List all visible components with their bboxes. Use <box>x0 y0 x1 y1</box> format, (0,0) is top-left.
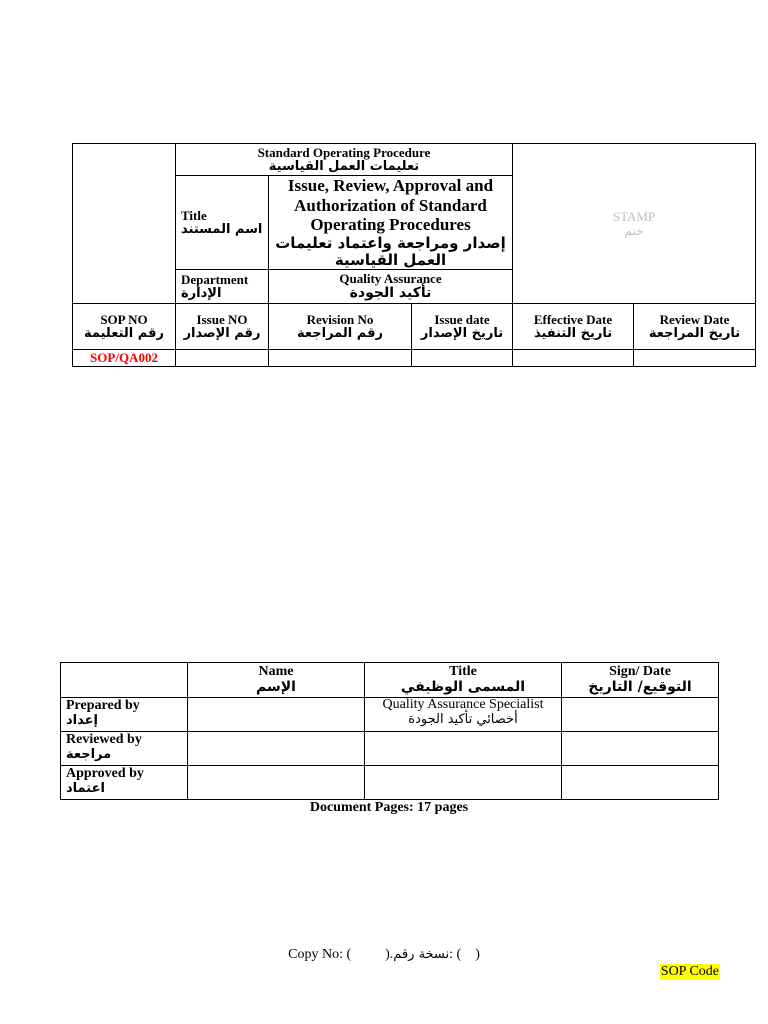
effective-date-value <box>513 350 634 367</box>
sign-header-blank <box>61 663 188 698</box>
approved-by-name <box>188 766 365 800</box>
sign-col-sign-date-ar: التوقيع/ التاريخ <box>588 679 692 695</box>
col-effective-date-ar: تاريخ التنفيذ <box>533 325 613 341</box>
table-row <box>61 698 719 732</box>
sign-col-name <box>188 663 365 698</box>
revision-no-value <box>269 350 412 367</box>
department-label-ar: الإدارة <box>181 285 222 301</box>
col-sop-no-en: SOP NO <box>100 312 148 327</box>
sop-number-value: SOP/QA002 <box>73 350 176 367</box>
prepared-by-title <box>365 698 562 732</box>
sign-col-title-ar: المسمى الوظيفي <box>400 679 526 695</box>
copy-no-mid: ). <box>385 947 394 962</box>
approved-by-title <box>365 766 562 800</box>
col-sop-no-ar: رقم التعليمة <box>84 325 164 341</box>
title-label <box>176 176 269 270</box>
copy-no-label-en: Copy No: ( <box>288 947 352 962</box>
prepared-by-label <box>61 698 188 732</box>
table-row <box>61 766 719 800</box>
reviewed-by-sign <box>562 732 719 766</box>
department-label-en: Department <box>181 272 249 287</box>
approved-by-label <box>61 766 188 800</box>
issue-date-value <box>412 350 513 367</box>
reviewed-by-title <box>365 732 562 766</box>
department-value-ar: تأكيد الجودة <box>349 285 432 302</box>
title-label-en: Title <box>181 207 207 223</box>
department-value-en: Quality Assurance <box>339 271 442 287</box>
prepared-by-name <box>188 698 365 732</box>
approved-by-label-en: Approved by <box>66 766 144 781</box>
procedure-heading-ar: تعليمات العمل القياسية <box>268 158 420 174</box>
sign-col-title-en: Title <box>449 664 477 680</box>
document-title <box>269 176 513 270</box>
prepared-by-title-ar: أخصائي تأكيد الجودة <box>408 711 518 727</box>
procedure-heading <box>176 144 513 176</box>
col-issue-no-en: Issue NO <box>196 312 248 327</box>
reviewed-by-name <box>188 732 365 766</box>
col-revision-no-ar: رقم المراجعة <box>297 325 383 341</box>
col-review-date-ar: تاريخ المراجعة <box>648 325 741 341</box>
sop-header-table <box>72 143 756 367</box>
col-issue-date-en: Issue date <box>434 312 490 327</box>
col-review-date <box>634 304 756 350</box>
col-issue-no-ar: رقم الإصدار <box>183 325 261 341</box>
copy-no-label-ar: نسخة رقم <box>393 947 450 962</box>
reviewed-by-label <box>61 732 188 766</box>
reviewed-by-label-ar: مراجعة <box>66 747 112 763</box>
copy-number <box>0 947 768 963</box>
stamp-label-en: STAMP <box>612 208 656 224</box>
procedure-heading-en: Standard Operating Procedure <box>257 144 431 160</box>
prepared-by-sign <box>562 698 719 732</box>
sign-col-name-en: Name <box>258 664 294 680</box>
document-title-ar: إصدار ومراجعة واعتماد تعليمات العمل القياسية <box>275 233 506 269</box>
col-issue-no <box>176 304 269 350</box>
approved-by-label-ar: اعتماد <box>66 781 105 797</box>
department-label <box>176 270 269 304</box>
col-effective-date <box>513 304 634 350</box>
col-revision-no-en: Revision No <box>306 312 374 327</box>
reviewed-by-label-en: Reviewed by <box>66 732 142 747</box>
col-review-date-en: Review Date <box>659 312 730 327</box>
col-effective-date-en: Effective Date <box>533 312 613 327</box>
col-revision-no <box>269 304 412 350</box>
sop-code-label: SOP Code <box>660 964 719 979</box>
stamp-cell <box>513 144 756 304</box>
table-row <box>61 732 719 766</box>
prepared-by-label-ar: إعداد <box>66 713 98 729</box>
logo-cell <box>73 144 176 304</box>
signature-table <box>60 662 719 800</box>
col-sop-no <box>73 304 176 350</box>
sign-col-sign-date <box>562 663 719 698</box>
sign-col-name-ar: الإسم <box>256 679 296 695</box>
col-issue-date <box>412 304 513 350</box>
approved-by-sign <box>562 766 719 800</box>
copy-no-end: : ( ) <box>449 947 480 962</box>
prepared-by-title-en: Quality Assurance Specialist <box>382 697 544 712</box>
col-issue-date-ar: تاريخ الإصدار <box>420 325 504 341</box>
sign-col-sign-date-en: Sign/ Date <box>609 664 671 680</box>
stamp-label-ar: ختم <box>624 224 644 239</box>
prepared-by-label-en: Prepared by <box>66 698 140 713</box>
title-label-ar: اسم المستند <box>181 221 263 237</box>
sign-col-title <box>365 663 562 698</box>
document-title-en: Issue, Review, Approval and Authorization of Standard Operating Procedures <box>287 176 494 235</box>
review-date-value <box>634 350 756 367</box>
document-pages: Document Pages: 17 pages <box>309 800 469 815</box>
department-value <box>269 270 513 304</box>
issue-no-value <box>176 350 269 367</box>
